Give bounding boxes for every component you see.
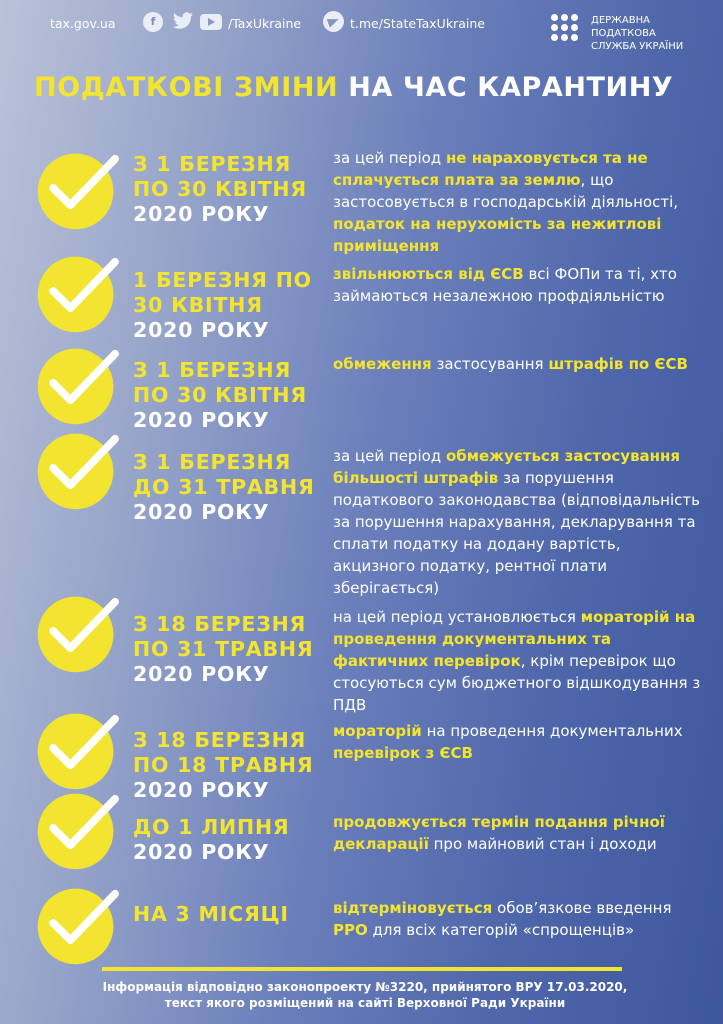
highlighted-text: мораторій на проведення документальних та фактичних перевірок — [333, 608, 696, 670]
highlighted-text: обмеження — [333, 355, 432, 373]
highlighted-text: податок на нерухомість за нежитлові приміщення — [333, 215, 662, 255]
tax-service-logo-icon — [551, 14, 591, 54]
description-text: для всіх категорій «спрощенців» — [367, 921, 635, 939]
footer-line: текст якого розміщений на сайті Верховної Ради України — [164, 996, 566, 1010]
period-dates — [133, 450, 315, 525]
period-date-line: 30 КВІТНЯ — [133, 293, 263, 317]
checkmark-icon — [36, 705, 122, 791]
description-text: за цей період — [333, 447, 446, 465]
footer-note — [60, 979, 670, 1011]
checkmark-icon — [36, 588, 122, 674]
period-dates — [133, 268, 312, 343]
org-name — [591, 14, 683, 53]
period-year: 2020 РОКУ — [133, 662, 270, 686]
checkmark-icon — [36, 785, 122, 871]
site-link[interactable]: tax.gov.ua — [50, 16, 116, 31]
period-dates — [133, 815, 290, 865]
change-description — [333, 147, 705, 257]
period-year: 2020 РОКУ — [133, 778, 270, 802]
checkmark-icon — [36, 425, 122, 511]
description-text: на цей період установлюється — [333, 608, 581, 626]
telegram-link[interactable]: t.me/StateTaxUkraine — [350, 16, 485, 31]
period-dates — [133, 728, 313, 803]
checkmark-icon — [36, 340, 122, 426]
change-description — [333, 720, 705, 764]
period-year: 2020 РОКУ — [133, 840, 270, 864]
period-date-line: ПО 18 ТРАВНЯ — [133, 753, 314, 777]
description-text: на проведення документальних — [421, 722, 683, 740]
twitter-icon[interactable] — [172, 12, 194, 30]
highlighted-text: штрафів по ЄСВ — [548, 355, 688, 373]
description-text: , що застосовується в господарській діяльності, — [333, 171, 679, 211]
period-dates — [133, 358, 307, 433]
change-description — [333, 445, 705, 599]
period-dates — [133, 612, 313, 687]
highlighted-text: мораторій — [333, 722, 422, 740]
period-date-line: З 18 БЕРЕЗНЯ — [133, 612, 307, 636]
youtube-icon[interactable] — [200, 14, 222, 30]
description-text: за цей період — [333, 149, 446, 167]
highlighted-text: перевірок з ЄСВ — [333, 744, 473, 762]
period-date-line: ПО 30 КВІТНЯ — [133, 177, 307, 201]
description-text: про майновий стан і доходи — [428, 835, 657, 853]
change-description — [333, 811, 705, 855]
description-text: , крім перевірок що стосуються сум бюджетного відшкодування з ПДВ — [333, 652, 701, 714]
checkmark-icon — [36, 145, 122, 231]
period-date-line: З 1 БЕРЕЗНЯ — [133, 450, 292, 474]
org-line: ПОДАТКОВА — [591, 28, 656, 39]
period-date-line: ДО 1 ЛИПНЯ — [133, 815, 290, 839]
period-year: 2020 РОКУ — [133, 318, 270, 342]
header-bar — [0, 0, 723, 70]
change-description — [333, 897, 705, 941]
change-description — [333, 263, 705, 307]
org-line: ДЕРЖАВНА — [591, 15, 650, 26]
description-text: застосування — [431, 355, 549, 373]
taxukraine-link[interactable]: /TaxUkraine — [228, 16, 302, 31]
change-description — [333, 606, 705, 716]
period-date-line: НА 3 МІСЯЦІ — [133, 902, 289, 926]
period-year: 2020 РОКУ — [133, 500, 270, 524]
checkmark-icon — [36, 248, 122, 334]
period-date-line: З 18 БЕРЕЗНЯ — [133, 728, 307, 752]
change-description — [333, 353, 705, 375]
org-line: СЛУЖБА УКРАЇНИ — [591, 41, 684, 52]
highlighted-text: звільнюються від ЄСВ — [333, 265, 524, 283]
highlighted-text: обмежується застосування більшості штрафів — [333, 447, 681, 487]
description-text: всі ФОПи та ті, хто займаються незалежною профдіяльністю — [333, 265, 677, 305]
description-text: обов’язкове введення — [492, 899, 672, 917]
checkmark-icon — [36, 880, 122, 966]
title-part-white: НА ЧАС КАРАНТИНУ — [348, 72, 674, 103]
period-dates — [133, 152, 307, 227]
highlighted-text: відтерміновується — [333, 899, 493, 917]
period-date-line: ПО 30 КВІТНЯ — [133, 383, 307, 407]
period-date-line: З 1 БЕРЕЗНЯ — [133, 152, 292, 176]
period-year: 2020 РОКУ — [133, 202, 270, 226]
period-year: 2020 РОКУ — [133, 408, 270, 432]
highlighted-text: продовжується термін подання річної декларації — [333, 813, 665, 853]
highlighted-text: РРО — [333, 921, 368, 939]
period-date-line: 1 БЕРЕЗНЯ ПО — [133, 268, 312, 292]
period-date-line: ПО 31 ТРАВНЯ — [133, 637, 314, 661]
description-text: за порушення податкового законодавства (відповідальність за порушення нарахування, декларування та сплати податку на додану вартість, акцизного податку, рентної плати зберігається) — [333, 469, 700, 597]
footer-divider — [102, 967, 622, 971]
period-date-line: З 1 БЕРЕЗНЯ — [133, 358, 292, 382]
period-date-line: ДО 31 ТРАВНЯ — [133, 475, 315, 499]
footer-line: Інформація відповідно законопроекту №3220, прийнятого ВРУ 17.03.2020, — [102, 980, 628, 994]
page-title — [34, 72, 673, 103]
facebook-icon[interactable]: f — [143, 12, 163, 32]
period-dates — [133, 902, 289, 927]
telegram-icon[interactable] — [323, 11, 344, 32]
highlighted-text: не нараховується та не сплачується плата за землю — [333, 149, 648, 189]
title-part-yellow: ПОДАТКОВІ ЗМІНИ — [34, 72, 339, 103]
